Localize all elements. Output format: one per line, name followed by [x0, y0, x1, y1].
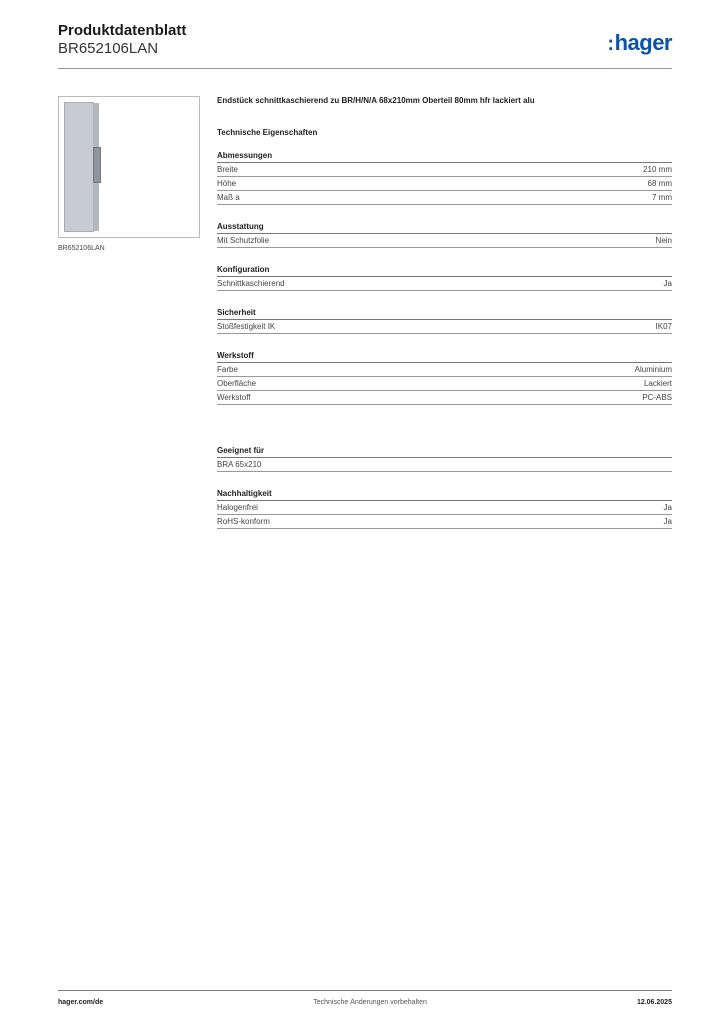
spec-sections [217, 150, 672, 529]
spec-value: Nein [655, 236, 672, 245]
spec-row [217, 377, 672, 391]
spec-label: RoHS-konform [217, 517, 270, 526]
spec-label: Halogenfrei [217, 503, 258, 512]
footer-divider [58, 990, 672, 991]
spec-section [217, 264, 672, 291]
spec-value: 68 mm [647, 179, 672, 188]
section-title: Werkstoff [217, 350, 672, 363]
spec-section [217, 350, 672, 405]
spec-label: Farbe [217, 365, 238, 374]
spec-row [217, 277, 672, 291]
spec-value: Lackiert [643, 379, 672, 388]
footer-website[interactable]: hager.com/de [58, 999, 104, 1006]
spec-content [217, 96, 672, 529]
spec-label: Stoßfestigkeit IK [217, 322, 276, 331]
spec-row [217, 501, 672, 515]
spec-label: Maß a [217, 193, 240, 202]
logo-colon: : [607, 33, 614, 55]
spec-label: Breite [217, 165, 238, 174]
spec-row [217, 458, 672, 472]
spec-value: Ja [663, 517, 672, 526]
spec-label: Höhe [217, 179, 237, 188]
spec-label: BRA 65x210 [217, 460, 262, 469]
spec-label: Werkstoff [217, 393, 251, 402]
spec-row [217, 234, 672, 248]
spec-row [217, 191, 672, 205]
panel-face [64, 102, 94, 232]
image-caption: BR652106LAN [58, 245, 105, 252]
page-header [58, 22, 672, 70]
section-title: Nachhaltigkeit [217, 488, 672, 501]
section-title: Geeignet für [217, 445, 672, 458]
spec-value: Ja [663, 503, 672, 512]
spec-section [217, 307, 672, 334]
product-code: BR652106LAN [58, 40, 159, 57]
spec-value: Ja [663, 279, 672, 288]
logo-text: hager [614, 30, 672, 55]
spec-row [217, 363, 672, 377]
section-title: Sicherheit [217, 307, 672, 320]
product-image [58, 96, 200, 238]
spec-value: PC-ABS [642, 393, 672, 402]
spec-label: Schnittkaschierend [217, 279, 285, 288]
spec-label: Mit Schutzfolie [217, 236, 270, 245]
section-title: Ausstattung [217, 221, 672, 234]
product-description: Endstück schnittkaschierend zu BR/H/N/A 68x210mm Oberteil 80mm hfr lackiert alu [217, 96, 535, 105]
spec-value: 7 mm [652, 193, 672, 202]
spec-row [217, 515, 672, 529]
hager-logo[interactable] [607, 30, 672, 56]
tech-heading: Technische Eigenschaften [217, 128, 318, 137]
footer-date: 12.06.2025 [636, 999, 672, 1006]
spec-row [217, 177, 672, 191]
spec-value: 210 mm [643, 165, 672, 174]
spec-value: Aluminium [634, 365, 672, 374]
section-title: Konfiguration [217, 264, 672, 277]
header-divider [58, 68, 672, 69]
spec-section [217, 221, 672, 248]
footer-notice: Technische Änderungen vorbehalten [313, 999, 427, 1006]
spec-row [217, 391, 672, 405]
spec-section [217, 488, 672, 529]
spec-row [217, 320, 672, 334]
page-title: Produktdatenblatt [58, 22, 187, 39]
spec-section [217, 150, 672, 205]
spec-value: IK07 [655, 322, 672, 331]
spec-section [217, 445, 672, 472]
page-footer [58, 990, 672, 1006]
panel-clip [93, 147, 101, 183]
section-title: Abmessungen [217, 150, 672, 163]
spec-row [217, 163, 672, 177]
spec-label: Oberfläche [217, 379, 257, 388]
